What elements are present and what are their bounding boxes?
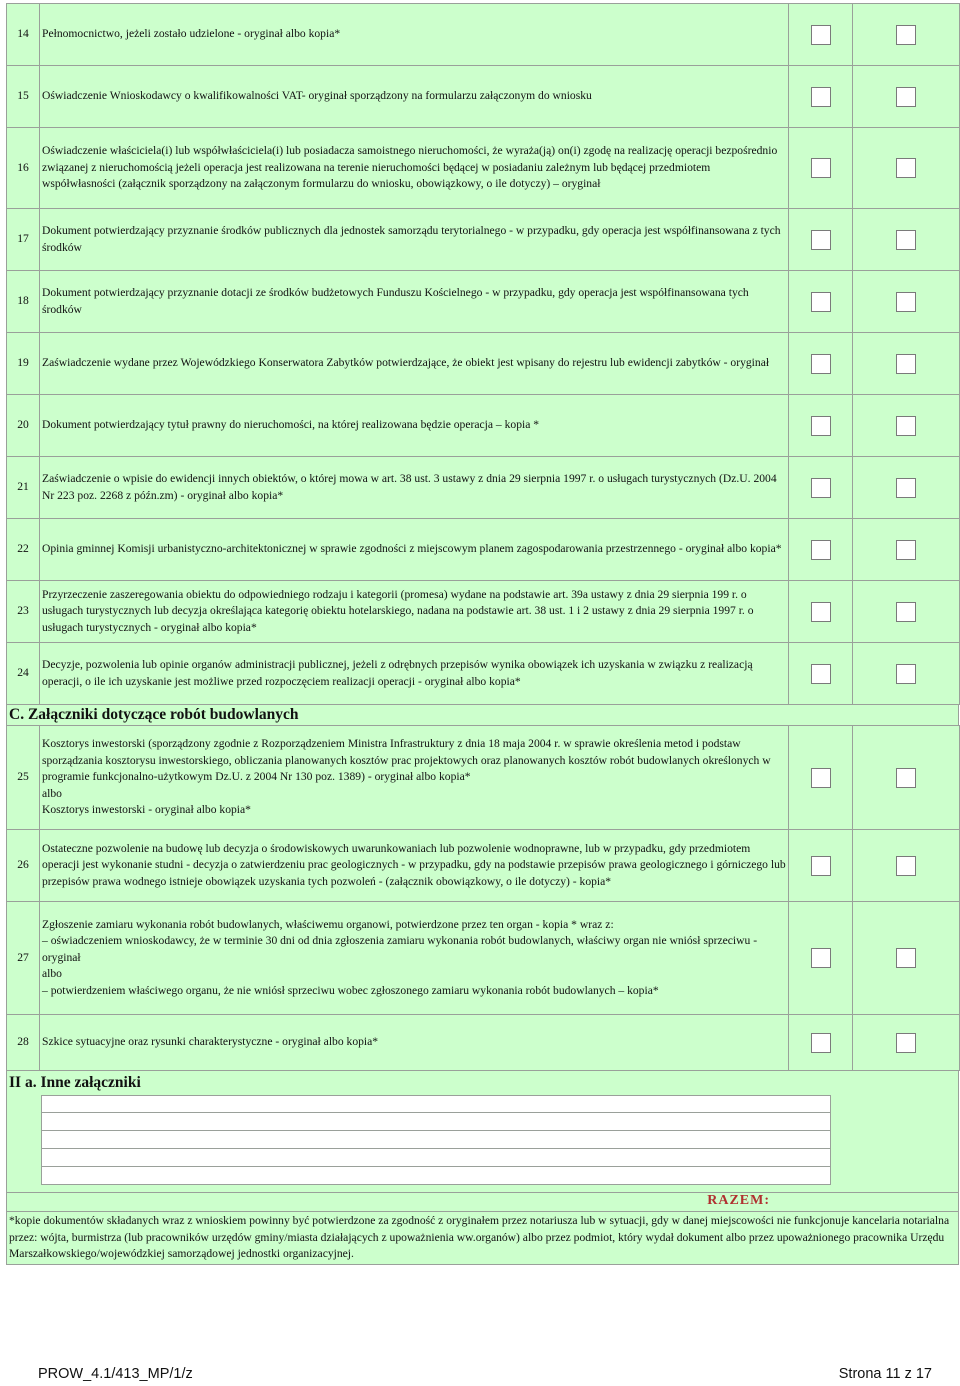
attachment-description: Przyrzeczenie zaszeregowania obiektu do odpowiedniego rodzaju i kategorii (promesa) wydane na podstawie art. 39a ustawy z dnia 29 sierpnia 199 r. o usługach turystycznych lub decyzja określająca kategorię obiektu hotelarskiego, nadana na podstawie art. 38 ust. 1 i 2 ustawy z dnia 29 sierpnia 1997 r. o usługach turystycznych - oryginał albo kopia* — [40, 581, 789, 643]
checkbox-cell-no — [853, 128, 960, 209]
checkbox-yes[interactable] — [811, 292, 831, 312]
checkbox-cell-no — [853, 333, 960, 395]
attachment-description-line: Kosztorys inwestorski - oryginał albo kopia* — [42, 803, 251, 817]
checkbox-cell-yes — [789, 457, 853, 519]
checkbox-no[interactable] — [896, 87, 916, 107]
other-attachments-rows — [41, 1095, 831, 1185]
attachment-description — [40, 1015, 789, 1071]
checkbox-no[interactable] — [896, 416, 916, 436]
checkbox-cell-yes — [789, 66, 853, 128]
checkbox-cell-yes — [789, 128, 853, 209]
checkbox-yes[interactable] — [811, 856, 831, 876]
attachment-description: Dokument potwierdzający przyznanie środków publicznych dla jednostek samorządu terytorialnego - w przypadku, gdy operacja jest współfinansowana z tych środków — [40, 209, 789, 271]
attachment-description: Oświadczenie właściciela(i) lub współwłaściciela(i) lub posiadacza samoistnego nieruchomości, że wyraża(ją) on(i) zgodę na realizację operacji bezpośrednio związanej z nieruchomością jeżeli operacja jest realizowana na terenie nieruchomości będącej w posiadaniu zależnym lub będącej przedmiotem współwłasności (załącznik sporządzony na załączonym formularzu do wniosku, obowiązkowy, o ile dotyczy) – oryginał — [40, 128, 789, 209]
attachment-description: Dokument potwierdzający przyznanie dotacji ze środków budżetowych Funduszu Kościelnego - w przypadku, gdy operacja jest współfinansowana tych środków — [40, 271, 789, 333]
attachment-row — [7, 581, 960, 643]
attachment-description-line: albo — [42, 786, 62, 800]
other-attachments-block — [6, 1095, 959, 1193]
checkbox-cell-yes — [789, 902, 853, 1015]
checkbox-cell-yes — [789, 395, 853, 457]
checkbox-no[interactable] — [896, 1033, 916, 1053]
section-ii-heading: II a. Inne załączniki — [6, 1071, 959, 1095]
attachment-number: 15 — [7, 66, 40, 128]
attachment-row — [7, 1015, 960, 1071]
other-attachment-row[interactable] — [41, 1131, 831, 1149]
attachments-table-c — [6, 725, 960, 1071]
checkbox-cell-no — [853, 581, 960, 643]
checkbox-cell-yes — [789, 271, 853, 333]
attachment-row — [7, 830, 960, 902]
attachments-form — [6, 3, 959, 1265]
attachment-row — [7, 395, 960, 457]
checkbox-no[interactable] — [896, 856, 916, 876]
checkbox-cell-yes — [789, 581, 853, 643]
checkbox-no[interactable] — [896, 230, 916, 250]
attachment-number: 14 — [7, 4, 40, 66]
attachment-number: 21 — [7, 457, 40, 519]
checkbox-no[interactable] — [896, 948, 916, 968]
checkbox-yes[interactable] — [811, 354, 831, 374]
checkbox-yes[interactable] — [811, 158, 831, 178]
checkbox-cell-yes — [789, 643, 853, 705]
checkbox-yes[interactable] — [811, 540, 831, 560]
checkbox-yes[interactable] — [811, 768, 831, 788]
checkbox-cell-no — [853, 209, 960, 271]
other-attachment-row[interactable] — [41, 1149, 831, 1167]
attachment-number: 24 — [7, 643, 40, 705]
attachment-number: 17 — [7, 209, 40, 271]
attachment-row — [7, 4, 960, 66]
attachment-row — [7, 333, 960, 395]
checkbox-cell-no — [853, 643, 960, 705]
section-c-heading: C. Załączniki dotyczące robót budowlanych — [6, 705, 959, 725]
attachment-number: 16 — [7, 128, 40, 209]
attachment-description-line: Ostateczne pozwolenie na budowę lub decyzja o środowiskowych uwarunkowaniach lub pozwolenie wodnoprawne, lub w przypadku, gdy przedmiotem operacji jest wykonanie studni - decyzja o zatwierdzeniu prac geologicznych - w przypadku, gdy na podstawie przepisów prawa geologicznego i górniczego lub przepisów prawa wodnego istnieje obowiązek uzyskania tych pozwoleń - (załącznik obowiązkowy, o ile dotyczy) - kopia* — [42, 841, 786, 888]
attachment-description: Dokument potwierdzający tytuł prawny do nieruchomości, na której realizowana będzie operacja – kopia * — [40, 395, 789, 457]
attachment-number: 26 — [7, 830, 40, 902]
checkbox-yes[interactable] — [811, 25, 831, 45]
footer-page-number: Strona 11 z 17 — [838, 1366, 932, 1382]
attachment-description — [40, 726, 789, 830]
checkbox-cell-no — [853, 271, 960, 333]
checkbox-cell-yes — [789, 519, 853, 581]
footnote: *kopie dokumentów składanych wraz z wnioskiem powinny być potwierdzone za zgodność z oryginałem przez notariusza lub w sytuacji, gdy w danej miejscowości nie funkcjonuje kancelaria notarialna przez: wójta, burmistrza (lub pracowników urzędów gminy/miasta działających z upoważnienia ww.organów) albo przez podmiot, który wydał dokument albo przez upoważnionego pracownika Urzędu Marszałkowskiego/wojewódzkiej samorządowej jednostki organizacyjnej. — [6, 1212, 959, 1265]
checkbox-yes[interactable] — [811, 416, 831, 436]
attachment-description-line: – oświadczeniem wnioskodawcy, że w terminie 30 dni od dnia zgłoszenia zamiaru wykonania robót budowlanych, właściwy organ nie wniósł sprzeciwu - oryginał — [42, 934, 758, 964]
attachment-number: 23 — [7, 581, 40, 643]
checkbox-cell-no — [853, 519, 960, 581]
attachment-row — [7, 519, 960, 581]
attachment-row — [7, 902, 960, 1015]
checkbox-no[interactable] — [896, 354, 916, 374]
attachment-number: 18 — [7, 271, 40, 333]
attachment-row — [7, 457, 960, 519]
attachment-row — [7, 271, 960, 333]
checkbox-yes[interactable] — [811, 1033, 831, 1053]
checkbox-cell-yes — [789, 209, 853, 271]
attachment-description: Zaświadczenie wydane przez Wojewódzkiego Konserwatora Zabytków potwierdzające, że obiekt jest wpisany do rejestru lub ewidencji zabytków - oryginał — [40, 333, 789, 395]
footer-doc-id: PROW_4.1/413_MP/1/z — [38, 1366, 193, 1382]
attachment-number: 27 — [7, 902, 40, 1015]
attachment-description: Oświadczenie Wnioskodawcy o kwalifikowalności VAT- oryginał sporządzony na formularzu załączonym do wniosku — [40, 66, 789, 128]
attachment-number: 22 — [7, 519, 40, 581]
attachment-description-line: albo — [42, 967, 62, 981]
checkbox-yes[interactable] — [811, 948, 831, 968]
other-attachment-row[interactable] — [41, 1095, 831, 1113]
checkbox-no[interactable] — [896, 768, 916, 788]
checkbox-cell-no — [853, 66, 960, 128]
attachment-number: 19 — [7, 333, 40, 395]
attachment-description — [40, 830, 789, 902]
checkbox-cell-no — [853, 1015, 960, 1071]
attachment-description-line: – potwierdzeniem właściwego organu, że nie wniósł sprzeciwu wobec zgłoszonego zamiaru wykonania robót budowlanych – kopia* — [42, 983, 659, 997]
checkbox-cell-no — [853, 830, 960, 902]
checkbox-yes[interactable] — [811, 664, 831, 684]
checkbox-yes[interactable] — [811, 230, 831, 250]
attachment-description — [40, 902, 789, 1015]
other-attachment-row[interactable] — [41, 1113, 831, 1131]
checkbox-cell-yes — [789, 1015, 853, 1071]
checkbox-cell-no — [853, 902, 960, 1015]
attachment-row — [7, 209, 960, 271]
checkbox-no[interactable] — [896, 540, 916, 560]
attachment-number: 20 — [7, 395, 40, 457]
attachment-row — [7, 726, 960, 830]
checkbox-yes[interactable] — [811, 87, 831, 107]
attachment-number: 25 — [7, 726, 40, 830]
checkbox-cell-yes — [789, 333, 853, 395]
checkbox-cell-yes — [789, 4, 853, 66]
razem-label: RAZEM: — [707, 1193, 770, 1208]
attachment-row — [7, 128, 960, 209]
attachment-row — [7, 66, 960, 128]
checkbox-no[interactable] — [896, 478, 916, 498]
attachment-number: 28 — [7, 1015, 40, 1071]
attachment-row — [7, 643, 960, 705]
checkbox-cell-no — [853, 4, 960, 66]
checkbox-no[interactable] — [896, 25, 916, 45]
checkbox-no[interactable] — [896, 664, 916, 684]
checkbox-cell-yes — [789, 830, 853, 902]
checkbox-no[interactable] — [896, 292, 916, 312]
checkbox-yes[interactable] — [811, 602, 831, 622]
checkbox-cell-no — [853, 395, 960, 457]
razem-row — [6, 1193, 959, 1212]
checkbox-cell-no — [853, 457, 960, 519]
other-attachment-row[interactable] — [41, 1167, 831, 1185]
attachment-description: Zaświadczenie o wpisie do ewidencji innych obiektów, o której mowa w art. 38 ust. 3 ustawy z dnia 29 sierpnia 1997 r. o usługach turystycznych (Dz.U. 2004 Nr 223 poz. 2268 z późn.zm) - oryginał albo kopia* — [40, 457, 789, 519]
attachment-description: Decyzje, pozwolenia lub opinie organów administracji publicznej, jeżeli z odrębnych przepisów wynika obowiązek ich uzyskania w związku z realizacją operacji, o ile ich uzyskanie jest możliwe przed rozpoczęciem realizacji operacji - oryginał albo kopia* — [40, 643, 789, 705]
attachment-description: Opinia gminnej Komisji urbanistyczno-architektonicznej w sprawie zgodności z miejscowym planem zagospodarowania przestrzennego - oryginał albo kopia* — [40, 519, 789, 581]
attachment-description-line: Zgłoszenie zamiaru wykonania robót budowlanych, właściwemu organowi, potwierdzone przez ten organ - kopia * wraz z: — [42, 917, 614, 931]
attachment-description-line: Kosztorys inwestorski (sporządzony zgodnie z Rozporządzeniem Ministra Infrastruktury z dnia 18 maja 2004 r. w sprawie określenia metod i podstaw sporządzania kosztorysu inwestorskiego, obliczania planowanych kosztów prac projektowych oraz planowanych kosztów robót budowlanych określonych w programie funkcjonalno-użytkowym Dz.U. z 2004 Nr 130 poz. 1389) - oryginał albo kopia* — [42, 737, 771, 784]
checkbox-cell-no — [853, 726, 960, 830]
checkbox-no[interactable] — [896, 158, 916, 178]
attachment-description-line: Szkice sytuacyjne oraz rysunki charakterystyczne - oryginał albo kopia* — [42, 1035, 379, 1049]
checkbox-no[interactable] — [896, 602, 916, 622]
checkbox-yes[interactable] — [811, 478, 831, 498]
attachments-table-b — [6, 3, 960, 705]
attachment-description: Pełnomocnictwo, jeżeli zostało udzielone - oryginał albo kopia* — [40, 4, 789, 66]
checkbox-cell-yes — [789, 726, 853, 830]
